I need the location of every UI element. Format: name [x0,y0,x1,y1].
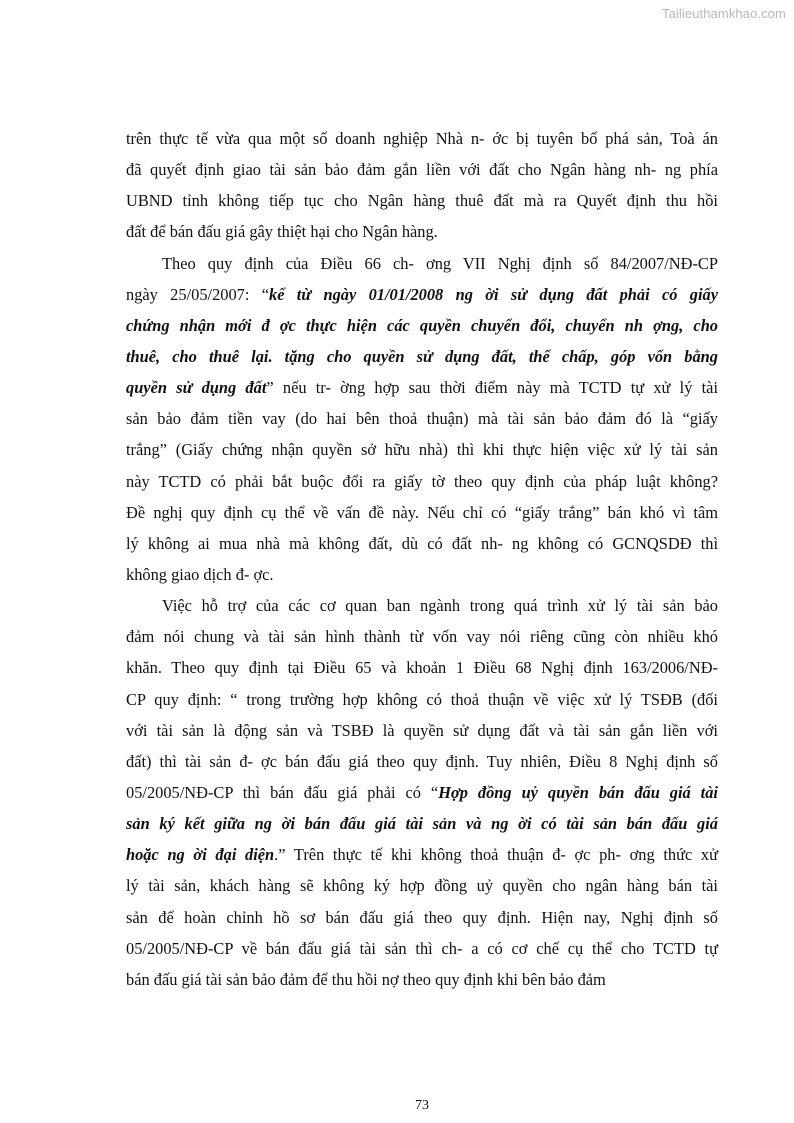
text-line [126,372,718,403]
text-run: với tài sản là động sản và TSBĐ là quyền sử dụng đất và tài sản gắn liền với [126,720,718,740]
text-run: đã quyết định giao tài sản bảo đảm gắn liền với đất cho Ngân hàng nh- ng phía [126,160,718,180]
text-run: sản để hoàn chỉnh hồ sơ bán đấu giá theo quy định. Hiện nay, Nghị định số [126,907,718,927]
text-run: ngày 25/05/2007: “ [126,284,269,304]
text-line [126,403,718,434]
text-line [126,652,718,683]
text-run: này TCTD có phải bắt buộc đổi ra giấy tờ theo quy định của pháp luật không? [126,471,718,491]
emphasized-text: sản ký kết giữa ng ời bán đấu giá tài sản và ng ời có tài sản bán đấu giá [126,814,718,834]
emphasized-text: thuê, cho thuê lại. tặng cho quyền sử dụng đất, thế chấp, góp vốn bằng [126,346,718,366]
text-line [126,123,718,154]
text-run: đất để bán đấu giá gây thiệt hại cho Ngân hàng. [126,222,438,242]
text-run: không giao dịch đ- ợc. [126,564,274,584]
text-run: CP quy định: “ trong trường hợp không có thoả thuận về việc xử lý TSĐB (đối [126,689,718,709]
text-line [126,870,718,901]
text-run: khăn. Theo quy định tại Điều 65 và khoản 1 Điều 68 Nghị định 163/2006/NĐ- [126,658,718,678]
text-line [126,964,718,995]
site-watermark: Tailieuthamkhao.com [661,6,786,21]
text-run: sản bảo đảm tiền vay (do hai bên thoả thuận) mà tài sản bảo đảm đó là “giấy [126,409,718,429]
document-body [126,123,718,995]
page-number: 73 [415,1098,429,1113]
text-run: lý không ai mua nhà mà không đất, dù có đất nh- ng không có GCNQSDĐ thì [126,533,718,553]
emphasized-text: hoặc ng ời đại diện [126,845,275,865]
text-run: đảm nói chung và tài sản hình thành từ vốn vay nói riêng cũng còn nhiều khó [126,627,718,647]
text-run: trên thực tế vừa qua một số doanh nghiệp Nhà n- ớc bị tuyên bố phá sản, Toà án [126,129,718,148]
text-run: 05/2005/NĐ-CP thì bán đấu giá phải có “ [126,782,439,802]
text-line [126,746,718,777]
text-run: lý tài sản, khách hàng sẽ không ký hợp đồng uỷ quyền cho ngân hàng bán tài [126,876,718,896]
text-line [126,248,718,279]
text-line [126,466,718,497]
text-run: Đề nghị quy định cụ thể về vấn đề này. Nếu chỉ có “giấy trắng” bán khó vì tâm [126,502,718,522]
text-run: trắng” (Giấy chứng nhận quyền sở hữu nhà) thì khi thực hiện việc xử lý tài sản [126,440,718,460]
text-line [126,777,718,808]
emphasized-text: quyền sử dụng đất [126,378,267,398]
text-line [126,341,718,372]
text-run: ” nếu tr- ờng hợp sau thời điểm này mà TCTD tự xử lý tài [266,378,718,398]
emphasized-text: Hợp đồng uỷ quyền bán đấu giá tài [438,782,718,802]
text-line [126,528,718,559]
text-line [126,497,718,528]
text-run: Việc hỗ trợ của các cơ quan ban ngành trong quá trình xử lý tài sản bảo [162,596,718,616]
text-run: .” Trên thực tế khi không thoả thuận đ- ợc ph- ơng thức xử [274,845,718,865]
paragraph [126,248,718,591]
text-run: Theo quy định của Điều 66 ch- ơng VII Nghị định số 84/2007/NĐ-CP [162,253,718,273]
text-line [126,154,718,185]
emphasized-text: kể từ ngày 01/01/2008 ng ời sử dụng đất phải có giấy [269,284,718,304]
paragraph [126,590,718,995]
text-line [126,590,718,621]
text-line [126,715,718,746]
text-run: bán đấu giá tài sản bảo đảm để thu hồi nợ theo quy định khi bên bảo đảm [126,969,606,989]
text-line [126,902,718,933]
text-line [126,216,718,247]
paragraph [126,123,718,248]
emphasized-text: chứng nhận mới đ ợc thực hiện các quyền chuyển đổi, chuyển nh ợng, cho [126,315,718,335]
text-line [126,839,718,870]
text-line [126,933,718,964]
text-run: UBND tỉnh không tiếp tục cho Ngân hàng thuê đất mà ra Quyết định thu hồi [126,191,718,211]
text-line [126,684,718,715]
text-line [126,559,718,590]
text-line [126,621,718,652]
text-line [126,434,718,465]
text-line [126,808,718,839]
text-line [126,279,718,310]
text-line [126,310,718,341]
text-line [126,185,718,216]
text-run: 05/2005/NĐ-CP về bán đấu giá tài sản thì ch- a có cơ chế cụ thể cho TCTD tự [126,938,718,958]
text-run: đất) thì tài sản đ- ợc bán đấu giá theo quy định. Tuy nhiên, Điều 8 Nghị định số [126,751,718,771]
